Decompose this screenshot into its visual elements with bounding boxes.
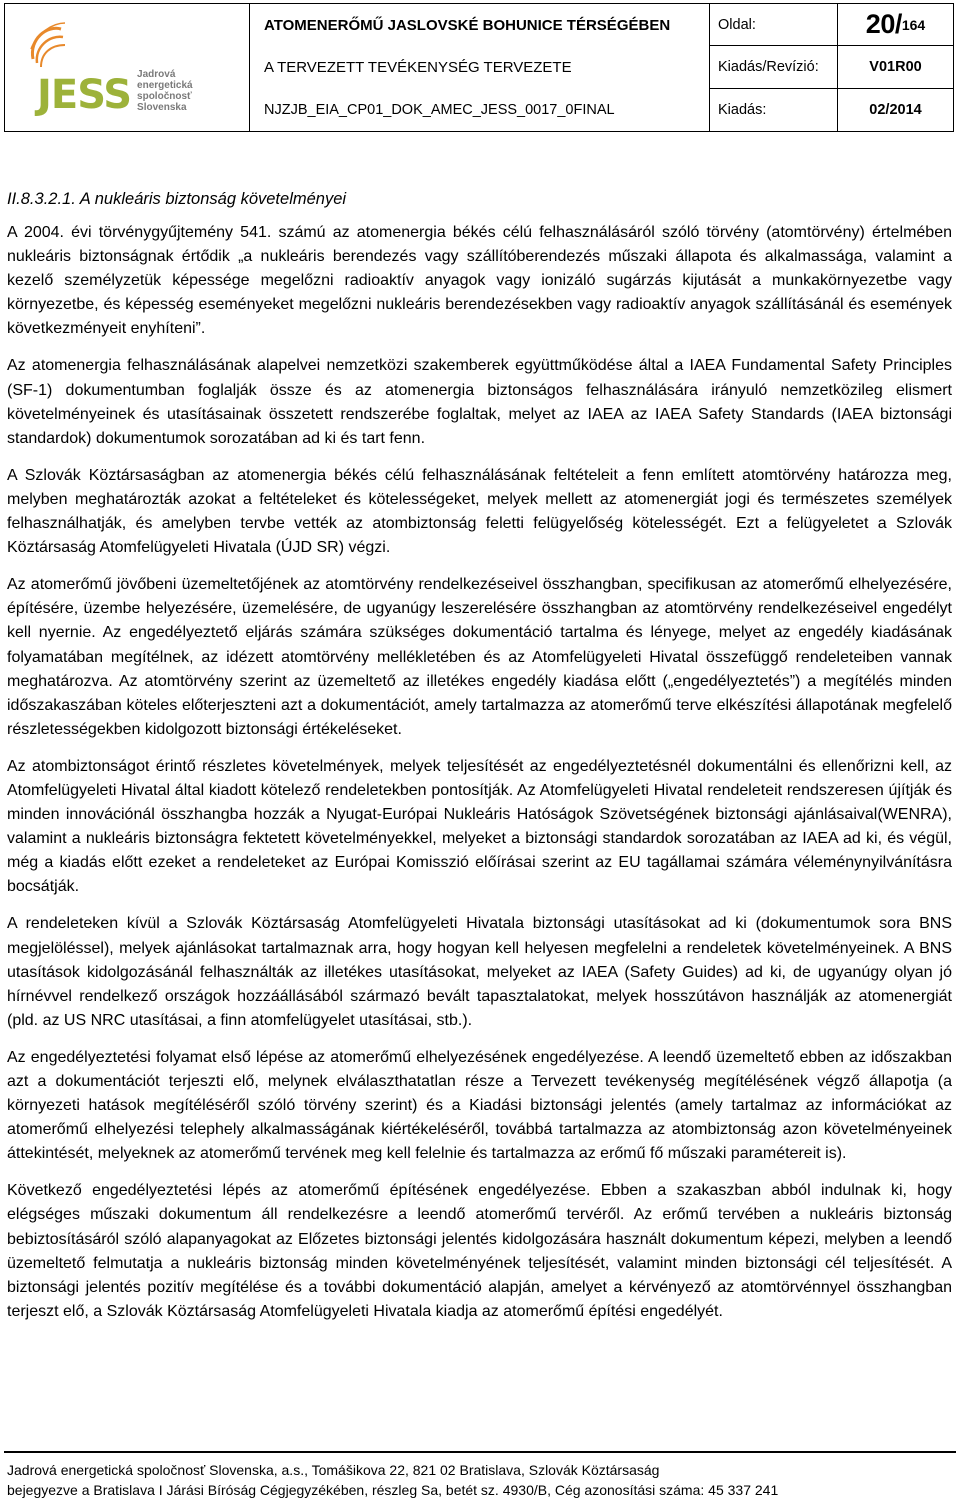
paragraph: Az atomenergia felhasználásának alapelvei nemzetközi szakemberek együttműködése által a IAEA Fundamental Safety Principles (SF-1) dokumentumban foglalják össze és az atomenergia biztonságos felhasználására irányuló nemzetközileg elismert követelményeinek és utasításainak összetett rendszerébe foglaltak, melyet az IAEA az IAEA Safety Standards (IAEA biztonsági standardok) dokumentumok sorozatában ad ki és tart fenn. — [7, 357, 952, 447]
document-header — [4, 3, 954, 132]
logo-line: Jadrová — [137, 69, 176, 81]
issue-label: Kiadás: — [710, 89, 838, 131]
logo-line: energetická — [137, 80, 193, 92]
revision-label: Kiadás/Revízió: — [710, 46, 838, 88]
paragraph: A 2004. évi törvénygyűjtemény 541. számú az atomenergia békés célú felhasználásáról szóló törvény (atomtörvény) értelmében nukleáris biztonságnak értődik „a nukleáris berendezés vagy szállítóberendezés műszaki állapota és alkalmassága, valamint a kezelő személyzetük képessége megelőzni radioaktív anyagok vagy ionizáló sugárzás kijutását a munkakörnyezetbe vagy környezetbe, és képesség eseményeket megelőzni nukleáris berendezésekben vagy radioaktív anyagok szállításánál és események következményeit enyhíteni”. — [7, 224, 952, 338]
logo-line: Slovenska — [137, 102, 187, 114]
header-title: ATOMENERŐMŰ JASLOVSKÉ BOHUNICE TÉRSÉGÉBEN — [250, 4, 710, 46]
company-logo — [5, 4, 250, 131]
page-total: 164 — [901, 16, 926, 33]
footer-divider — [4, 1451, 956, 1453]
page-current: 20/ — [865, 9, 902, 40]
header-subtitle: A TERVEZETT TEVÉKENYSÉG TERVEZETE — [250, 46, 710, 88]
paragraph: Az atombiztonságot érintő részletes követelmények, melyek teljesítését az engedélyeztetésnél dokumentálni és ellenőrizni kell, az Atomfelügyeleti Hivatal által kiadott kötelező rendeletekben pontosítják. Az Atomfelügyeleti Hivatal rendeleteit rendszeresen újítják és minden innovációnál összhangba hozzák a Nyugat-Európai Nukleáris Hatóságok Szövetségének biztonsági ajánlásaival(WENRA), valamint a nukleáris biztonságra fektetett követelményekkel, melyeket a biztonsági standardok sorozatában az IAEA ad ki, és végül, még a kiadás előtt ezeket a rendeleteket az Európai Komisszió előírásai szerint az EU tagállamai számára véleménynyilvánításra bocsátják. — [7, 757, 952, 896]
logo-tagline — [137, 69, 193, 113]
logo-wordmark: JESS — [37, 72, 132, 119]
main-content — [7, 190, 952, 1337]
page-footer — [7, 1460, 952, 1500]
footer-registration: bejegyezve a Bratislava I Járási Bíróság Cégjegyzékében, részleg Sa, betét sz. 4930/B, Cég azonosítási száma: 45 337 241 — [7, 1482, 779, 1498]
revision-value: V01R00 — [838, 46, 953, 88]
issue-value: 02/2014 — [869, 101, 922, 118]
paragraph: Az atomerőmű jövőbeni üzemeltetőjének az atomtörvény rendelkezéseivel összhangban, specifikusan az atomerőmű elhelyezésére, építésére, üzembe helyezésére, üzemelésére, de ugyanúgy leszerelésére összhangban az atomtörvény rendelkezéseivel engedélyt kell nyernie. Az engedélyeztető eljárás számára szükséges dokumentáció tartalma és lényege, melyet az engedély kiadásának folyamatában megítélnek, az idézett atomtörvény mellékletében és az Atomfelügyeleti Hivatal összefüggő rendeleteiben vannak meghatározva. Az atomtörvény szerint az üzemeltető az illetékes engedély kiadása előtt („engedélyeztetés”) a megítélés minden időszakaszában köteles előterjeszteni azt a dokumentációt, amely tartalmazza az atomerőmű terve elkészítési állapotának megfelelő részletességekben kidolgozott biztonsági értékeléseket. — [7, 576, 952, 738]
paragraph: Az engedélyeztetési folyamat első lépése az atomerőmű elhelyezésének engedélyezése. A leendő üzemeltető ebben az időszakban azt a dokumentációt terjeszti elő, melynek elválaszthatatlan része a Tervezett tevékenység megítélésének végző állapotja (a környezeti hatások megítéléséről szóló törvény szerint) és a Kiadási biztonsági jelentés (amely tartalmaz az információkat az atomerőmű elhelyezési telephely alkalmasságának kiértékeléséről, továbbá tartalmazza az atombiztonság azon követelményeinek áttekintését, melyeknek az atomerőmű tervének meg kell felelnie és tartalmazza az erőmű fő műszaki paramétereit is). — [7, 1048, 952, 1163]
document-code: NJZJB_EIA_CP01_DOK_AMEC_JESS_0017_0FINAL — [250, 89, 710, 131]
page-label: Oldal: — [710, 4, 838, 46]
page-number — [838, 4, 953, 46]
footer-address: Jadrová energetická spoločnosť Slovenska, a.s., Tomášikova 22, 821 02 Bratislava, Szlovák Köztársaság — [7, 1462, 660, 1478]
paragraph: A rendeleteken kívül a Szlovák Köztársaság Atomfelügyeleti Hivatala biztonsági utasításokat ad ki (dokumentumok sora BNS megjelöléssel), melyek ajánlásokat tartalmaznak arra, hogy hogyan kell helyesen megfelelni a rendeletek követelményeinek. A BNS utasítások kidolgozásánál felhasználták az illetékes utasításokat, melyeket az IAEA (Safety Guides) ad ki, de ugyanúgy olyan jó hírnévvel rendelkező országok hozzáállásából származó bevált tapasztalatokat, melyek hosszútávon használják az atomenergiát (pld. az US NRC utasításai, a finn atomfelügyelet utasításai, stb.). — [7, 915, 952, 1029]
paragraph: A Szlovák Köztársaságban az atomenergia békés célú felhasználásának feltételeit a fenn említett atomtörvény határozza meg, melyben meghatározták azokat a feltételeket és kötelességeket, melyek mellett az atomenergiát jogi és természetes személyek felhasználhatják, és amelyben tervbe vették az atombiztonság feletti felügyelőség kötelességét. Ezt a felügyeletet a Szlovák Köztársaság Atomfelügyeleti Hivatala (ÚJD SR) végzi. — [7, 466, 952, 557]
logo-line: spoločnosť — [137, 91, 192, 103]
section-heading: II.8.3.2.1. A nukleáris biztonság követelményei — [7, 190, 347, 208]
paragraph: Következő engedélyeztetési lépés az atomerőmű építésének engedélyezése. Ebben a szakaszban abból indulnak ki, hogy elégséges műszaki dokumentum áll rendelkezésre a leendő atomerőmű tervéről. Az erőmű tervében a nukleáris biztonság bebiztosításáról szóló alapanyagokat az Előzetes biztonsági jelentés kidolgozására használt dokumentum képezi, melyben a leendő üzemeltető felmutatja a nukleáris biztonság minden követelményének teljesítését, valamint minden biztonsági cél teljesítését. A biztonsági jelentés pozitív megítélése és a további dokumentáció alapján, amelyet a kérvényező az atomtörvénnyel összhangban terjeszt elő, a Szlovák Köztársaság Atomfelügyeleti Hivatala kiadja az atomerőmű építési engedélyét. — [7, 1182, 952, 1320]
